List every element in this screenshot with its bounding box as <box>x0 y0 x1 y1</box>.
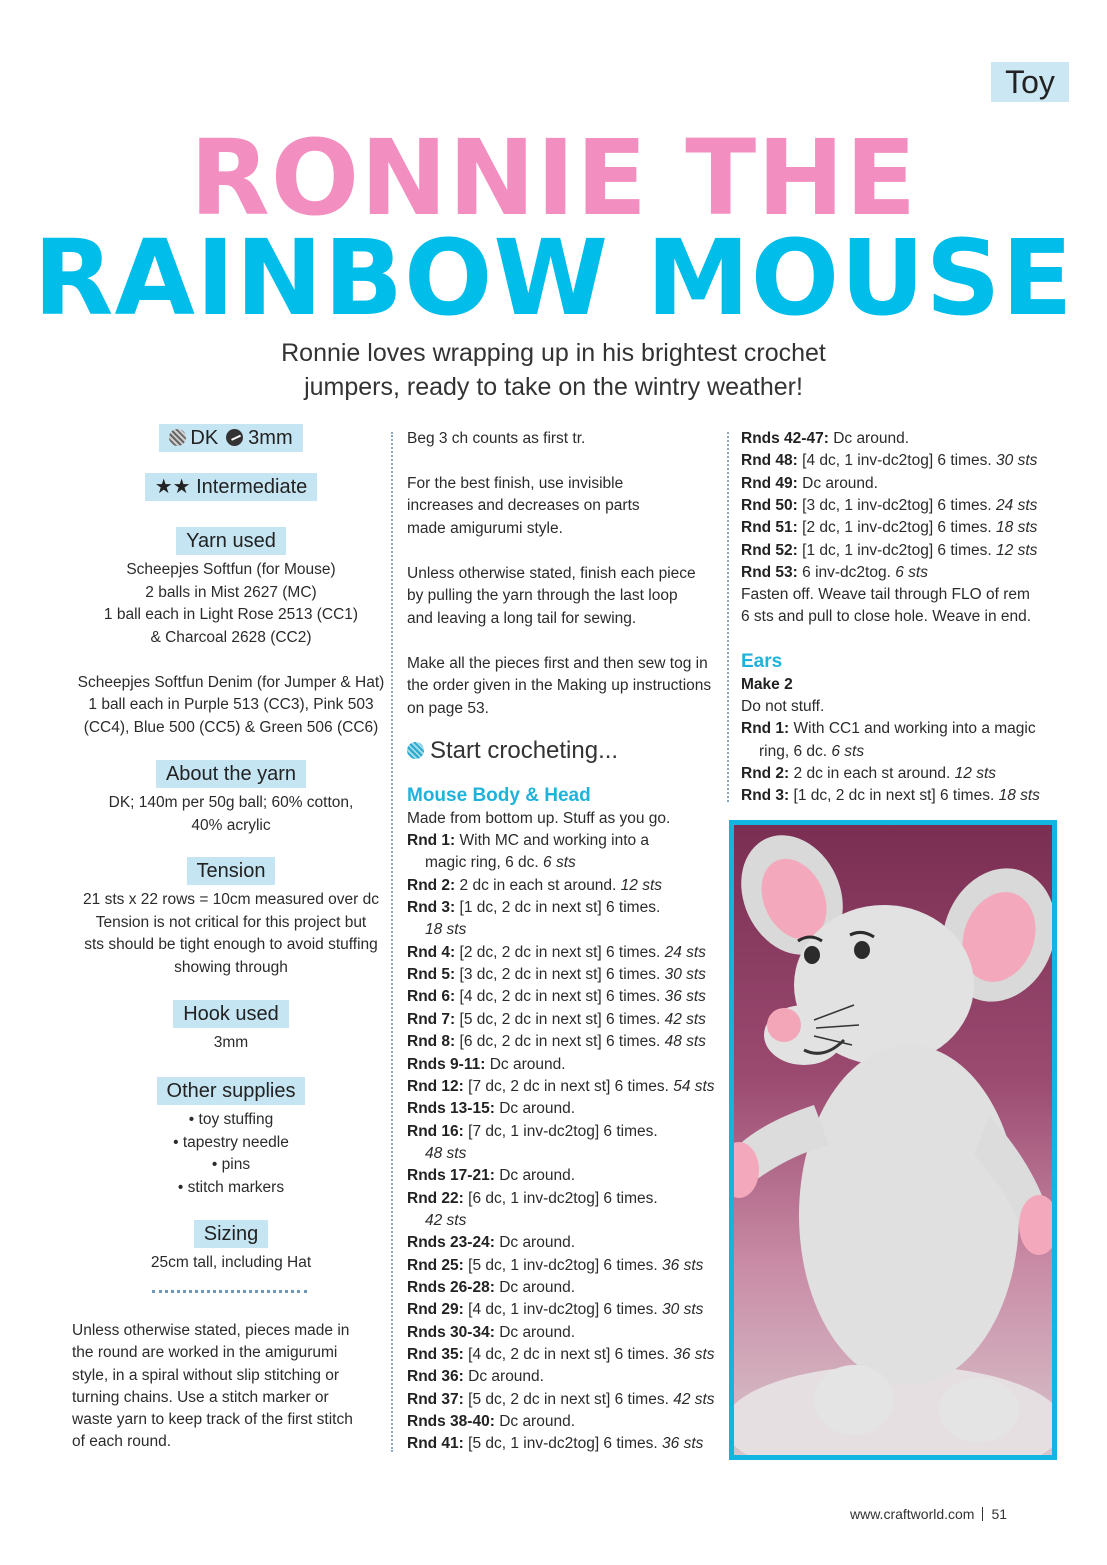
round-label: Rnd 50: <box>741 496 798 514</box>
round-line <box>407 1121 658 1143</box>
round-text: [5 dc, 1 inv-dc2tog] 6 times. <box>468 1256 658 1274</box>
footer-website: www.craftworld.com <box>850 1506 975 1522</box>
yarn-line: (CC4), Blue 500 (CC5) & Green 506 (CC6) <box>83 718 379 736</box>
start-crocheting-heading: Start crocheting... <box>407 736 618 766</box>
round-label: Rnd 2: <box>407 876 456 894</box>
round-line <box>741 696 824 718</box>
round-line <box>741 428 909 450</box>
hook-used-section <box>72 1000 390 1055</box>
round-label: Rnd 4: <box>407 943 456 961</box>
round-label: Rnd 3: <box>407 899 456 917</box>
stitch-count: 6 sts <box>543 854 576 872</box>
round-text: [4 dc, 1 inv-dc2tog] 6 times. <box>468 1301 658 1319</box>
column-divider-2 <box>727 432 729 802</box>
stitch-count: 24 sts <box>996 496 1038 514</box>
round-text: Dc around. <box>499 1323 576 1341</box>
round-line <box>407 875 662 897</box>
yarn-used-heading: Yarn used <box>176 527 286 555</box>
stitch-count: 18 sts <box>998 787 1040 805</box>
round-label: Rnd 29: <box>407 1301 464 1319</box>
supply-item: • tapestry needle <box>173 1133 289 1151</box>
round-label: Rnd 25: <box>407 1256 464 1274</box>
round-line <box>407 1098 575 1120</box>
round-line <box>407 1389 715 1411</box>
round-text: Dc around. <box>499 1413 576 1431</box>
mouse-photo <box>729 820 1057 1460</box>
round-line <box>741 540 1037 562</box>
round-text: [5 dc, 2 dc in next st] 6 times. <box>459 1010 661 1028</box>
intro-line: and leaving a long tail for sewing. <box>407 609 637 627</box>
round-text: Dc around. <box>468 1368 544 1386</box>
round-text: Dc around. <box>499 1234 576 1252</box>
round-label: Rnd 16: <box>407 1122 464 1140</box>
round-label: Rnd 1: <box>407 832 456 849</box>
tension-line: Tension is not critical for this project but <box>95 913 367 931</box>
round-line <box>741 473 878 495</box>
yarn-line: & Charcoal 2628 (CC2) <box>150 628 312 646</box>
supply-item: • stitch markers <box>177 1178 285 1196</box>
about-yarn-line: DK; 140m per 50g ball; 60% cotton, <box>108 794 354 811</box>
round-label: Rnds 23-24: <box>407 1234 495 1252</box>
round-text: [5 dc, 2 dc in next st] 6 times. <box>468 1390 669 1408</box>
round-text: Dc around. <box>489 1055 566 1073</box>
round-label: Rnds 30-34: <box>407 1323 495 1341</box>
stitch-count: 30 sts <box>662 1301 704 1319</box>
round-line <box>407 1076 715 1098</box>
other-supplies-heading: Other supplies <box>157 1077 306 1105</box>
round-text: Dc around. <box>499 1100 576 1118</box>
round-label: Rnds 9-11: <box>407 1055 486 1073</box>
note-line: Unless otherwise stated, pieces made in <box>72 1322 350 1339</box>
round-label: Rnd 41: <box>407 1435 464 1453</box>
sizing-heading: Sizing <box>194 1220 268 1248</box>
note-line: turning chains. Use a stitch marker or <box>72 1388 329 1406</box>
round-line <box>407 1433 703 1455</box>
stitch-count: 48 sts <box>425 1144 467 1162</box>
round-line <box>407 1165 575 1187</box>
about-yarn-line: 40% acrylic <box>191 816 271 834</box>
stitch-count: 36 sts <box>673 1346 715 1364</box>
stitch-count: 54 sts <box>673 1077 715 1095</box>
round-line <box>741 450 1037 472</box>
tension-line: showing through <box>174 958 288 976</box>
round-label: Rnd 12: <box>407 1077 464 1095</box>
round-text: Dc around. <box>499 1279 576 1296</box>
page-footer <box>850 1504 1060 1524</box>
stitch-count: 6 sts <box>895 563 928 581</box>
round-label: Rnd 6: <box>407 988 456 1006</box>
round-line <box>407 1299 703 1321</box>
round-text: Dc around. <box>499 1167 576 1185</box>
ears-heading: Ears <box>741 651 783 672</box>
stitch-count: 12 sts <box>954 764 997 782</box>
category-tag: Toy <box>991 62 1069 102</box>
note-line: the round are worked in the amigurumi <box>72 1344 338 1362</box>
about-yarn-heading: About the yarn <box>156 760 306 788</box>
intro-line: increases and decreases on parts <box>407 497 640 515</box>
round-text: [5 dc, 1 inv-dc2tog] 6 times. <box>468 1435 658 1453</box>
round-line <box>407 897 660 919</box>
round-line <box>741 606 1031 628</box>
stitch-count: 12 sts <box>996 541 1038 559</box>
difficulty-stars: ★★ <box>154 476 191 498</box>
round-text: [3 dc, 1 inv-dc2tog] 6 times. <box>802 496 992 514</box>
round-label: Rnd 1: <box>741 720 790 738</box>
stitch-count: 48 sts <box>664 1033 706 1051</box>
round-label: Rnds 26-28: <box>407 1279 495 1296</box>
tension-heading: Tension <box>187 857 276 885</box>
round-line <box>741 785 1040 807</box>
round-label: Rnd 2: <box>741 764 790 782</box>
round-line <box>407 942 706 964</box>
round-line <box>407 1411 575 1433</box>
yarn-ball-icon <box>407 742 424 759</box>
intro-line: Beg 3 ch counts as first tr. <box>407 430 586 447</box>
difficulty-level: Intermediate <box>196 476 308 498</box>
round-line <box>407 830 649 852</box>
yarn-weight: DK <box>190 427 219 449</box>
subtitle-line-2: jumpers, ready to take on the wintry weather! <box>304 373 803 401</box>
stitch-count: 42 sts <box>664 1010 706 1028</box>
yarn-line: Scheepjes Softfun Denim (for Jumper & Hat) <box>77 673 385 691</box>
column-divider-1 <box>391 432 393 1452</box>
round-text: Do not stuff. <box>741 698 825 715</box>
intro-line: made amigurumi style. <box>407 519 563 537</box>
intro-line: by pulling the yarn through the last loop <box>407 587 678 605</box>
title-line-2: RAINBOW MOUSE <box>33 217 1074 339</box>
round-line <box>407 1255 703 1277</box>
round-line <box>407 1031 706 1053</box>
yarn-line: 1 ball each in Purple 513 (CC3), Pink 503 <box>88 696 374 713</box>
subtitle <box>120 336 987 404</box>
stitch-count: 30 sts <box>664 966 706 984</box>
round-text: [4 dc, 2 dc in next st] 6 times. <box>459 988 661 1006</box>
note-line: waste yarn to keep track of the first stitch <box>72 1411 353 1429</box>
round-line <box>407 1054 566 1076</box>
round-text: 6 sts and pull to close hole. Weave in end. <box>741 608 1032 626</box>
round-label: Rnd 7: <box>407 1010 456 1028</box>
round-line <box>407 1232 575 1254</box>
intro-line: Unless otherwise stated, finish each piece <box>407 565 696 582</box>
round-label: Rnd 5: <box>407 966 456 984</box>
round-label: Rnds 38-40: <box>407 1413 495 1431</box>
footer-separator <box>982 1507 983 1521</box>
supply-item: • pins <box>211 1156 251 1173</box>
stitch-count: 18 sts <box>996 519 1038 537</box>
body-note: Made from bottom up. Stuff as you go. <box>407 810 671 827</box>
sizing-section <box>72 1220 390 1275</box>
body-heading: Mouse Body & Head <box>407 785 591 806</box>
note-line: of each round. <box>72 1433 172 1451</box>
round-label: Rnd 36: <box>407 1368 464 1386</box>
round-line <box>425 1210 466 1232</box>
round-label: Rnd 49: <box>741 474 798 492</box>
title-line-1: RONNIE THE <box>189 117 918 239</box>
round-line <box>407 1188 658 1210</box>
intro-line: Make all the pieces first and then sew tog in <box>407 655 708 672</box>
round-text: [7 dc, 1 inv-dc2tog] 6 times. <box>468 1122 658 1140</box>
subtitle-line-1: Ronnie loves wrapping up in his brightest crochet <box>281 339 826 367</box>
yarn-hook-meta <box>72 424 390 452</box>
supply-item: • toy stuffing <box>188 1111 274 1128</box>
yarn-line: 2 balls in Mist 2627 (MC) <box>145 583 317 601</box>
tension-section <box>72 857 390 979</box>
round-text: Fasten off. Weave tail through FLO of rem <box>741 586 1030 604</box>
dotted-divider <box>152 1290 307 1293</box>
round-label: Rnd 35: <box>407 1346 464 1364</box>
intro-line: the order given in the Making up instructions <box>407 677 712 695</box>
round-label: Rnd 8: <box>407 1033 456 1051</box>
note-line: style, in a spiral without slip stitching or <box>72 1366 340 1384</box>
stitch-count: 36 sts <box>664 988 706 1006</box>
hook-icon <box>226 429 243 446</box>
round-line <box>407 964 706 986</box>
round-line <box>741 562 928 584</box>
round-text: 6 inv-dc2tog. <box>802 563 891 581</box>
round-label: Rnd 3: <box>741 787 790 805</box>
round-line <box>425 852 576 874</box>
yarn-used-section <box>72 527 390 739</box>
round-line <box>741 584 1030 606</box>
round-line <box>425 919 466 941</box>
round-text: With CC1 and working into a magic <box>793 720 1036 738</box>
round-text: [4 dc, 1 inv-dc2tog] 6 times. <box>802 452 992 470</box>
round-line <box>741 718 1036 740</box>
round-text: magic ring, 6 dc. <box>425 854 539 872</box>
round-label: Rnd 53: <box>741 563 798 581</box>
round-label: Rnd 52: <box>741 541 798 559</box>
round-text: [1 dc, 2 dc in next st] 6 times. <box>793 787 995 805</box>
round-text: [2 dc, 1 inv-dc2tog] 6 times. <box>802 519 992 537</box>
round-line <box>407 1277 575 1299</box>
round-text: [1 dc, 1 inv-dc2tog] 6 times. <box>802 541 992 559</box>
round-text: 2 dc in each st around. <box>793 764 951 782</box>
round-label: Rnd 51: <box>741 519 798 537</box>
yarn-line <box>72 649 390 672</box>
other-supplies-section <box>72 1077 390 1199</box>
stitch-count: 6 sts <box>831 742 865 760</box>
stitch-count: 12 sts <box>620 876 663 894</box>
hook-size: 3mm <box>248 427 293 449</box>
stitch-count: 42 sts <box>673 1390 715 1408</box>
intro-line: For the best finish, use invisible <box>407 475 624 492</box>
ears-make: Make 2 <box>741 676 793 693</box>
round-line <box>407 1366 544 1388</box>
round-label: Rnds 13-15: <box>407 1100 495 1118</box>
round-line <box>741 495 1037 517</box>
round-text: [6 dc, 2 dc in next st] 6 times. <box>459 1033 661 1051</box>
stitch-count: 42 sts <box>425 1211 467 1229</box>
about-yarn-section <box>72 760 390 837</box>
stitch-count: 24 sts <box>664 943 706 961</box>
round-line <box>759 741 864 763</box>
page-number: 51 <box>991 1506 1008 1522</box>
stitch-count: 30 sts <box>996 452 1038 470</box>
round-text: [6 dc, 1 inv-dc2tog] 6 times. <box>468 1189 658 1207</box>
round-text: [1 dc, 2 dc in next st] 6 times. <box>459 899 661 917</box>
round-line <box>407 1322 575 1344</box>
round-label: Rnds 42-47: <box>741 430 829 447</box>
round-text: ring, 6 dc. <box>759 742 828 760</box>
round-line <box>407 986 706 1008</box>
round-label: Rnd 22: <box>407 1189 464 1207</box>
round-text: [3 dc, 2 dc in next st] 6 times. <box>459 966 661 984</box>
round-text: With MC and working into a <box>459 832 650 849</box>
hook-line: 3mm <box>213 1034 249 1051</box>
round-text: Dc around. <box>802 474 878 492</box>
round-text: [7 dc, 2 dc in next st] 6 times. <box>468 1077 669 1095</box>
round-label: Rnd 37: <box>407 1390 464 1408</box>
round-text: 2 dc in each st around. <box>459 876 617 894</box>
yarn-line: 1 ball each in Light Rose 2513 (CC1) <box>103 606 359 623</box>
difficulty-meta <box>72 473 390 501</box>
amigurumi-note <box>72 1320 390 1454</box>
stitch-count: 36 sts <box>662 1435 704 1453</box>
stitch-count: 18 sts <box>425 921 467 939</box>
sizing-line: 25cm tall, including Hat <box>150 1254 312 1271</box>
round-line <box>741 763 996 785</box>
crochet-mouse-illustration <box>734 825 1052 1455</box>
round-line <box>741 517 1037 539</box>
round-label: Rnds 17-21: <box>407 1167 495 1185</box>
yarn-ball-icon <box>169 429 186 446</box>
yarn-line: Scheepjes Softfun (for Mouse) <box>126 561 336 578</box>
round-text: [2 dc, 2 dc in next st] 6 times. <box>459 943 661 961</box>
intro-line: on page 53. <box>407 699 489 717</box>
round-label: Rnd 48: <box>741 452 798 470</box>
round-text: [4 dc, 2 dc in next st] 6 times. <box>468 1346 669 1364</box>
round-line <box>407 1344 715 1366</box>
round-text: Dc around. <box>833 430 910 447</box>
tension-line: sts should be tight enough to avoid stuffing <box>84 936 378 953</box>
stitch-count: 36 sts <box>662 1256 704 1274</box>
round-line <box>407 1009 706 1031</box>
round-line <box>425 1143 466 1165</box>
tension-line: 21 sts x 22 rows = 10cm measured over dc <box>83 891 379 908</box>
hook-used-heading: Hook used <box>173 1000 289 1028</box>
